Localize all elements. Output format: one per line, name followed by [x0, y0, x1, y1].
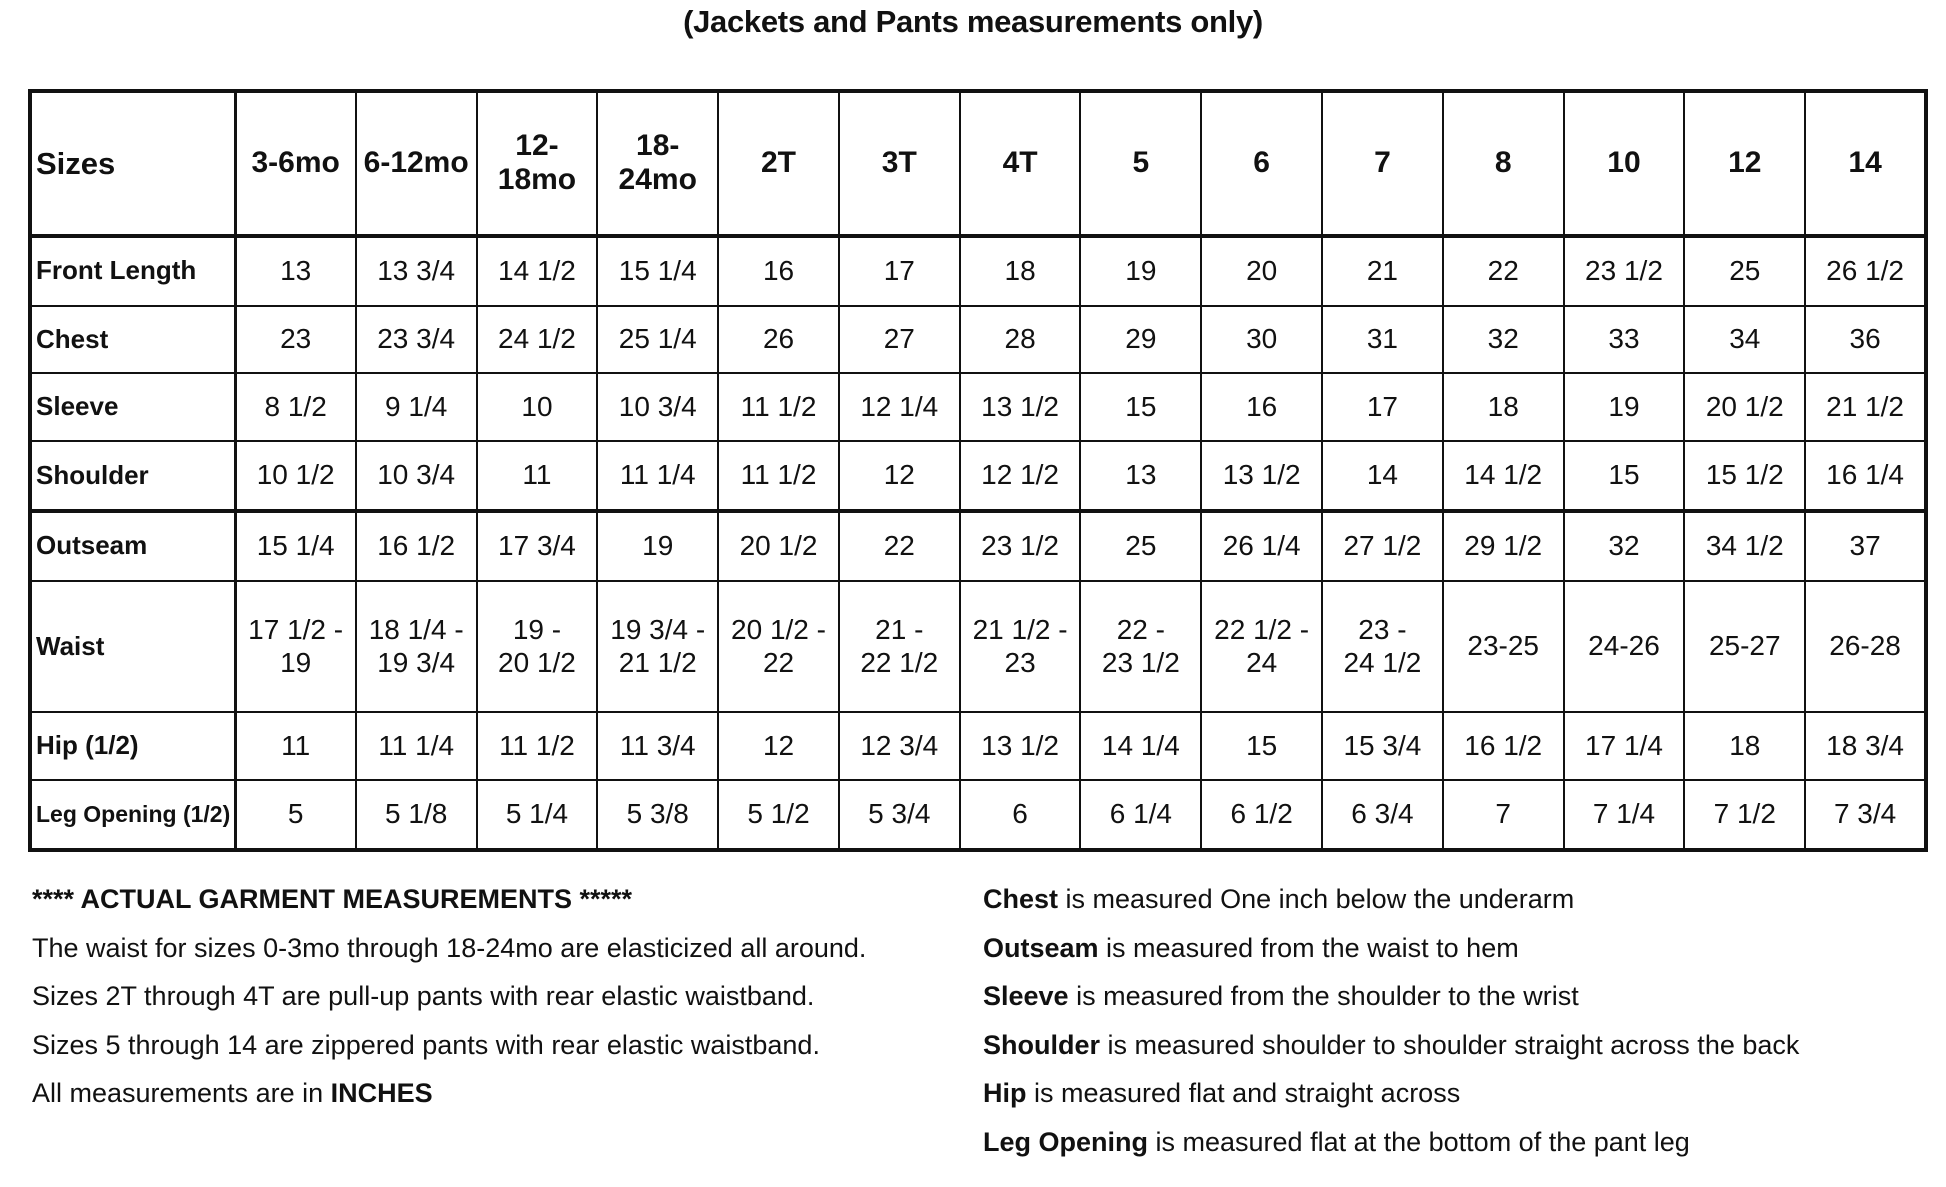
- table-cell: 32: [1564, 511, 1685, 581]
- table-cell: 10 3/4: [597, 373, 718, 441]
- table-cell: 14 1/2: [1443, 441, 1564, 511]
- table-cell: 24 1/2: [477, 306, 598, 374]
- cell-line: 20 1/2: [498, 646, 576, 678]
- table-cell: 6 1/2: [1201, 780, 1322, 850]
- cell-line: 19 3/4 -: [610, 614, 706, 646]
- table-cell: 10 1/2: [235, 441, 356, 511]
- note-text: is measured from the waist to hem: [1098, 932, 1519, 963]
- cell-line: 24 1/2: [1343, 646, 1422, 678]
- size-header: 6: [1201, 91, 1322, 236]
- note-line: [32, 875, 866, 924]
- header-label: Sizes: [30, 91, 235, 236]
- size-header: 2T: [718, 91, 839, 236]
- table-cell: 28: [960, 306, 1081, 374]
- table-cell: 13 1/2: [960, 373, 1081, 441]
- table-cell: 36: [1805, 306, 1926, 374]
- note-line: [983, 924, 1799, 973]
- note-bold-text: Sleeve: [983, 981, 1069, 1011]
- cell-line: 24-26: [1588, 630, 1660, 662]
- table-cell: 11 3/4: [597, 712, 718, 780]
- cell-line: 19: [280, 646, 312, 678]
- note-text: Sizes 5 through 14 are zippered pants with rear elastic waistband.: [32, 1029, 820, 1060]
- row-label: Sleeve: [30, 373, 235, 441]
- table-row: [30, 712, 1926, 780]
- row-label: Leg Opening (1/2): [30, 780, 235, 850]
- table-cell: 22: [1443, 236, 1564, 306]
- note-bold-text: **** ACTUAL GARMENT MEASUREMENTS *****: [32, 884, 633, 914]
- size-header: 10: [1564, 91, 1685, 236]
- size-header: 3-6mo: [235, 91, 356, 236]
- cell-line: 21 1/2 -: [972, 614, 1068, 646]
- table-cell: 29 1/2: [1443, 511, 1564, 581]
- table-cell: 7 1/2: [1684, 780, 1805, 850]
- table-cell: 27 1/2: [1322, 511, 1443, 581]
- table-cell: 5 3/4: [839, 780, 960, 850]
- table-cell: 13 1/2: [1201, 441, 1322, 511]
- cell-line: 22 1/2 -: [1214, 614, 1310, 646]
- table-cell: 14: [1322, 441, 1443, 511]
- table-cell: 7: [1443, 780, 1564, 850]
- cell-line: 19 -: [512, 614, 562, 646]
- cell-line: 22 1/2: [860, 646, 939, 678]
- table-cell: [718, 581, 839, 713]
- cell-line: 26-28: [1829, 630, 1901, 662]
- table-cell: [356, 581, 477, 713]
- cell-line: 24: [1246, 646, 1278, 678]
- size-header: 6-12mo: [356, 91, 477, 236]
- note-bold-text: Shoulder: [983, 1029, 1101, 1060]
- table-cell: 11 1/4: [597, 441, 718, 511]
- table-cell: 25: [1684, 236, 1805, 306]
- table-cell: [1805, 581, 1926, 713]
- note-line: [983, 972, 1799, 1021]
- table-cell: 37: [1805, 511, 1926, 581]
- table-cell: [1564, 581, 1685, 713]
- table-cell: 26 1/4: [1201, 511, 1322, 581]
- table-cell: 6 3/4: [1322, 780, 1443, 850]
- note-line: [32, 972, 866, 1021]
- cell-line: 22: [762, 646, 795, 678]
- table-cell: 5 1/8: [356, 780, 477, 850]
- note-text: is measured flat and straight across: [1026, 1078, 1461, 1108]
- table-cell: 20 1/2: [718, 511, 839, 581]
- table-cell: 17: [839, 236, 960, 306]
- table-cell: 18: [1443, 373, 1564, 441]
- table-row: [30, 581, 1926, 713]
- table-cell: 30: [1201, 306, 1322, 374]
- table-cell: 5 3/8: [597, 780, 718, 850]
- table-cell: 13: [235, 236, 356, 306]
- table-cell: 7 3/4: [1805, 780, 1926, 850]
- table-cell: 31: [1322, 306, 1443, 374]
- size-header: 5: [1080, 91, 1201, 236]
- table-row: [30, 373, 1926, 441]
- table-cell: 11 1/2: [718, 373, 839, 441]
- table-cell: 10: [477, 373, 598, 441]
- table-cell: 6 1/4: [1080, 780, 1201, 850]
- cell-line: 25-27: [1708, 630, 1781, 662]
- table-cell: 12: [839, 441, 960, 511]
- table-cell: 26: [718, 306, 839, 374]
- table-cell: [1443, 581, 1564, 713]
- table-cell: 8 1/2: [235, 373, 356, 441]
- table-cell: 12: [718, 712, 839, 780]
- row-label: Hip (1/2): [30, 712, 235, 780]
- table-cell: 16 1/4: [1805, 441, 1926, 511]
- table-cell: 15: [1080, 373, 1201, 441]
- table-cell: 23 1/2: [1564, 236, 1685, 306]
- table-row: [30, 441, 1926, 511]
- table-cell: 18 3/4: [1805, 712, 1926, 780]
- table-cell: 5 1/2: [718, 780, 839, 850]
- table-cell: 15: [1201, 712, 1322, 780]
- table-cell: 16 1/2: [356, 511, 477, 581]
- table-row: [30, 511, 1926, 581]
- table-cell: 15 3/4: [1322, 712, 1443, 780]
- size-header: 18-24mo: [597, 91, 718, 236]
- note-line: [32, 1021, 866, 1070]
- table-cell: 5 1/4: [477, 780, 598, 850]
- table-cell: 17: [1322, 373, 1443, 441]
- note-line: [32, 1069, 866, 1118]
- table-cell: 18: [960, 236, 1081, 306]
- cell-line: 23-25: [1467, 630, 1540, 662]
- table-cell: 14 1/2: [477, 236, 598, 306]
- size-header: 12-18mo: [477, 91, 598, 236]
- table-cell: 17 1/4: [1564, 712, 1685, 780]
- row-label: Waist: [30, 581, 235, 713]
- table-cell: 14 1/4: [1080, 712, 1201, 780]
- cell-line: 21 1/2: [618, 646, 697, 678]
- table-cell: 19: [1564, 373, 1685, 441]
- note-bold-text: Hip: [983, 1078, 1027, 1108]
- table-cell: 15 1/4: [597, 236, 718, 306]
- size-header: 14: [1805, 91, 1926, 236]
- table-row: [30, 306, 1926, 374]
- table-cell: 20 1/2: [1684, 373, 1805, 441]
- header-row: [30, 91, 1926, 236]
- table-cell: [1080, 581, 1201, 713]
- table-cell: 6: [960, 780, 1081, 850]
- size-header: 12: [1684, 91, 1805, 236]
- table-cell: 11 1/2: [718, 441, 839, 511]
- table-cell: 32: [1443, 306, 1564, 374]
- note-text: is measured shoulder to shoulder straight across the back: [1100, 1029, 1800, 1060]
- table-cell: 13 1/2: [960, 712, 1081, 780]
- table-cell: 34: [1684, 306, 1805, 374]
- table-cell: 11 1/2: [477, 712, 598, 780]
- table-row: [30, 780, 1926, 850]
- table-cell: 15 1/2: [1684, 441, 1805, 511]
- table-cell: 11: [477, 441, 598, 511]
- note-text: is measured from the shoulder to the wrist: [1068, 981, 1579, 1011]
- table-cell: 17 3/4: [477, 511, 598, 581]
- table-cell: 10 3/4: [356, 441, 477, 511]
- table-cell: 9 1/4: [356, 373, 477, 441]
- size-chart-table: [28, 89, 1928, 852]
- table-cell: 12 1/2: [960, 441, 1081, 511]
- table-cell: 18: [1684, 712, 1805, 780]
- cell-line: 23 -: [1358, 614, 1407, 646]
- cell-line: 19 3/4: [377, 646, 456, 678]
- cell-line: 18 1/4 -: [368, 614, 464, 646]
- note-bold-text: Chest: [983, 884, 1059, 914]
- size-header: 4T: [960, 91, 1081, 236]
- garment-notes: [32, 875, 866, 1118]
- row-label: Front Length: [30, 236, 235, 306]
- table-cell: 25 1/4: [597, 306, 718, 374]
- cell-line: 21 -: [875, 614, 924, 646]
- cell-line: 17 1/2 -: [248, 614, 344, 646]
- table-cell: [1201, 581, 1322, 713]
- table-cell: 34 1/2: [1684, 511, 1805, 581]
- page-title: (Jackets and Pants measurements only): [683, 4, 1263, 39]
- note-line: [32, 924, 866, 973]
- table-cell: 33: [1564, 306, 1685, 374]
- table-cell: 5: [235, 780, 356, 850]
- measurement-definitions: [983, 875, 1799, 1166]
- table-cell: 16: [1201, 373, 1322, 441]
- size-header: 3T: [839, 91, 960, 236]
- table-cell: 11 1/4: [356, 712, 477, 780]
- table-cell: 7 1/4: [1564, 780, 1685, 850]
- table-cell: 19: [597, 511, 718, 581]
- table-cell: [1322, 581, 1443, 713]
- cell-line: 23 1/2: [1101, 646, 1180, 678]
- table-cell: 27: [839, 306, 960, 374]
- row-label: Outseam: [30, 511, 235, 581]
- note-line: [983, 1118, 1799, 1167]
- table-row: [30, 236, 1926, 306]
- note-bold-text: Leg Opening: [983, 1126, 1148, 1157]
- note-text: The waist for sizes 0-3mo through 18-24mo are elasticized all around.: [32, 932, 867, 963]
- row-label: Shoulder: [30, 441, 235, 511]
- table-cell: 19: [1080, 236, 1201, 306]
- table-cell: 21 1/2: [1805, 373, 1926, 441]
- table-cell: 16 1/2: [1443, 712, 1564, 780]
- note-text: All measurements are in: [32, 1078, 331, 1108]
- table-cell: 15: [1564, 441, 1685, 511]
- table-cell: 13: [1080, 441, 1201, 511]
- size-header: 8: [1443, 91, 1564, 236]
- note-bold-text: INCHES: [330, 1078, 433, 1108]
- cell-line: 22 -: [1116, 614, 1165, 646]
- table-cell: 21: [1322, 236, 1443, 306]
- table-cell: [839, 581, 960, 713]
- note-line: [983, 875, 1799, 924]
- table-cell: 15 1/4: [235, 511, 356, 581]
- note-line: [983, 1021, 1799, 1070]
- table-cell: 13 3/4: [356, 236, 477, 306]
- table-cell: 23 3/4: [356, 306, 477, 374]
- note-line: [983, 1069, 1799, 1118]
- table-cell: 23: [235, 306, 356, 374]
- note-text: is measured One inch below the underarm: [1058, 884, 1575, 914]
- cell-line: 23: [1004, 646, 1036, 678]
- table-cell: 11: [235, 712, 356, 780]
- table-cell: 26 1/2: [1805, 236, 1926, 306]
- table-cell: [597, 581, 718, 713]
- cell-line: 20 1/2 -: [731, 614, 826, 646]
- note-text: is measured flat at the bottom of the pant leg: [1148, 1126, 1690, 1157]
- row-label: Chest: [30, 306, 235, 374]
- table-cell: 22: [839, 511, 960, 581]
- table-cell: 16: [718, 236, 839, 306]
- table-cell: 23 1/2: [960, 511, 1081, 581]
- table-cell: 12 1/4: [839, 373, 960, 441]
- table-cell: [1684, 581, 1805, 713]
- table-cell: [477, 581, 598, 713]
- note-text: Sizes 2T through 4T are pull-up pants with rear elastic waistband.: [32, 981, 815, 1011]
- table-cell: [235, 581, 356, 713]
- table-cell: 25: [1080, 511, 1201, 581]
- table-cell: 20: [1201, 236, 1322, 306]
- table-cell: 12 3/4: [839, 712, 960, 780]
- table-cell: [960, 581, 1081, 713]
- size-header: 7: [1322, 91, 1443, 236]
- note-bold-text: Outseam: [983, 932, 1099, 963]
- table-cell: 29: [1080, 306, 1201, 374]
